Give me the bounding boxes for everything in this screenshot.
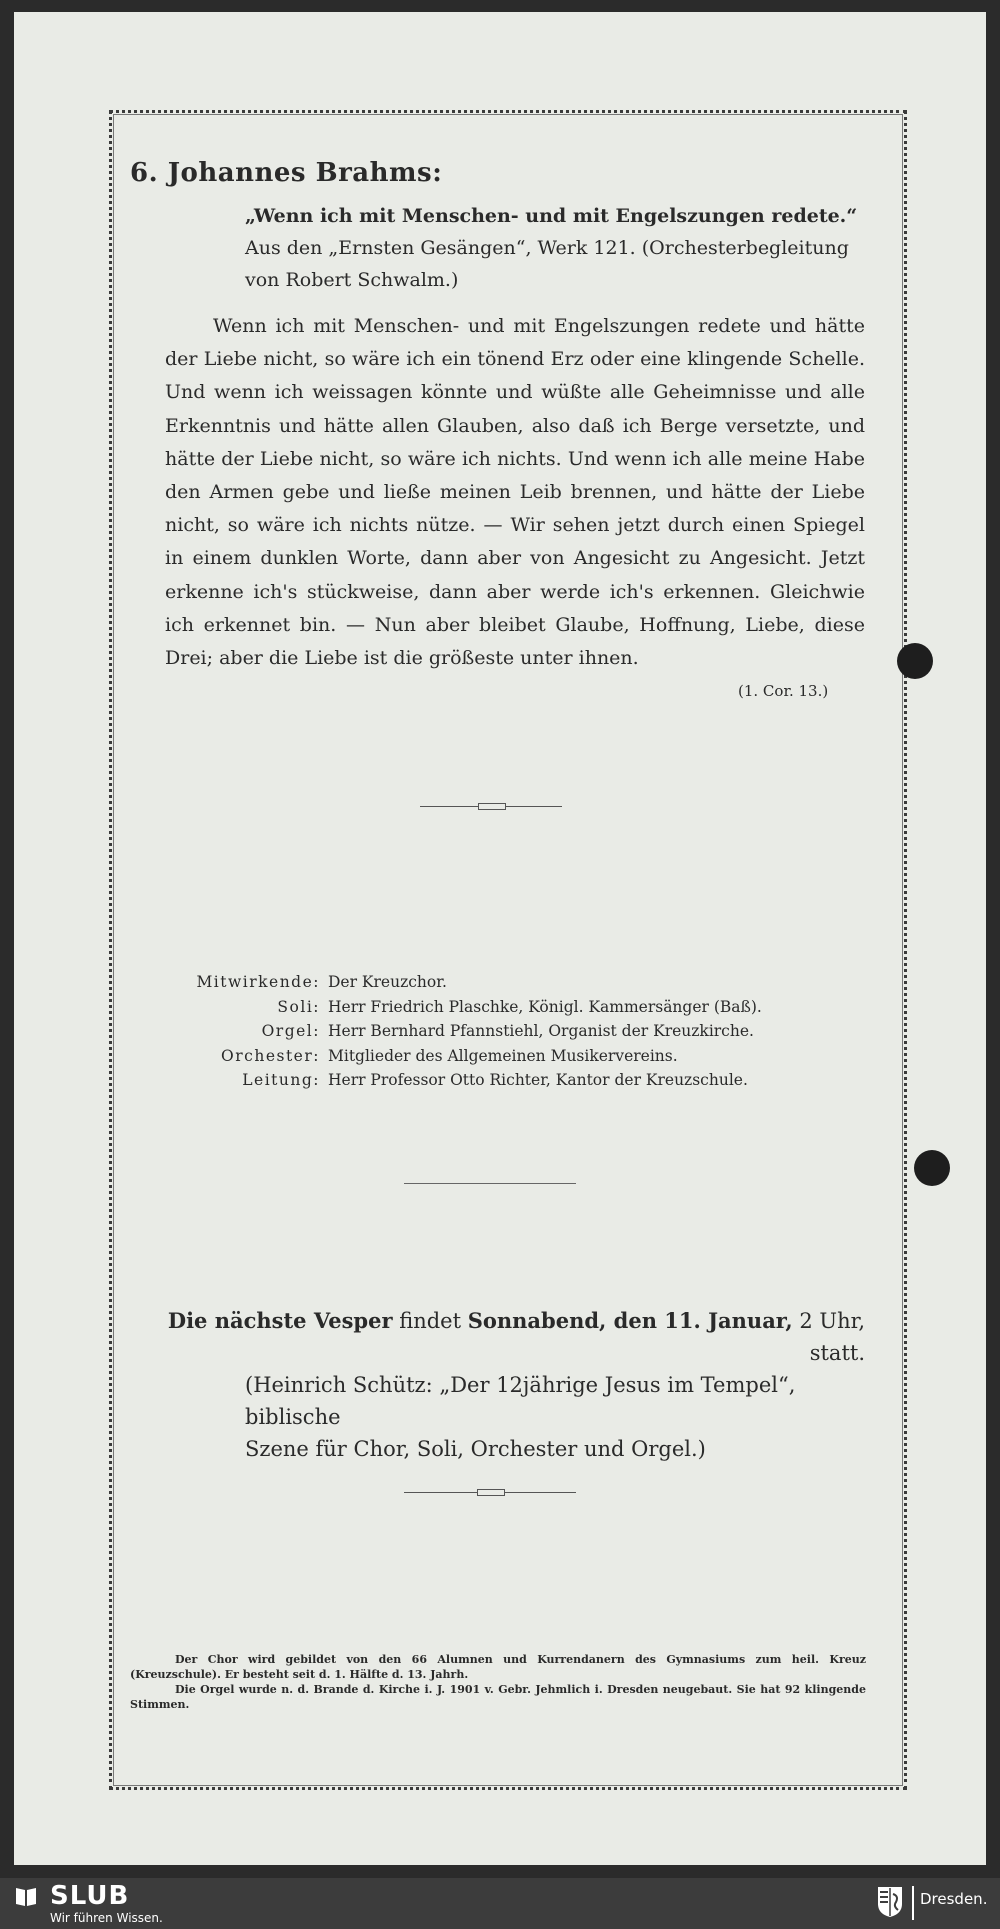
- bible-paragraph: Wenn ich mit Menschen- und mit Engelszungen redete und hätte der Liebe nicht, so wäre ich ein tönend Erz oder eine klingende Schelle. Und wenn ich weissagen könnte und wüßte alle Geheimnisse und alle Erkenntnis und hätte allen Glauben, also daß ich Berge versetzte, und hätte der Liebe nicht, so wäre ich nichts. Und wenn ich alle meine Habe den Armen gebe und ließe meinen Leib brennen, und hätte der Liebe nicht, so wäre ich nichts nütze. — Wir sehen jetzt durch einen Spiegel in einem dunklen Worte, dann aber von Angesicht zu Angesicht. Jetzt erkenne ich's stückweise, dann aber werde ich's erkennen. Gleichwie ich erkennet bin. — Nun aber bleibet Glaube, Hoffnung, Liebe, diese Drei; aber die Liebe ist die größeste unter ihnen.: [165, 315, 865, 670]
- dresden-coat-of-arms-icon: [877, 1886, 903, 1918]
- next-vesper-line1: [140, 1305, 865, 1369]
- next-vesper-date: Sonnabend, den 11. Januar,: [467, 1308, 793, 1333]
- bible-text: [165, 310, 865, 675]
- credit-row: [150, 970, 762, 995]
- credits-list: [150, 970, 762, 1093]
- credit-label: Mitwirkende:: [196, 973, 320, 991]
- credit-label: Orgel:: [261, 1022, 320, 1040]
- footnote-choir: Der Chor wird gebildet von den 66 Alumnen und Kurrendanern des Gymnasiums zum heil. Kreuz (Kreuzschule). Er besteht seit d. 1. Hälfte d. 13. Jahrh.: [130, 1653, 866, 1681]
- next-vesper-text: findet: [392, 1309, 468, 1333]
- next-vesper-line2: (Heinrich Schütz: „Der 12jährige Jesus im Tempel“, biblische: [245, 1373, 796, 1429]
- credit-label: Soli:: [277, 997, 320, 1016]
- punch-hole-bottom: [914, 1150, 950, 1186]
- credit-row: [150, 995, 762, 1020]
- slub-tagline: Wir führen Wissen.: [50, 1911, 163, 1925]
- credit-value: Herr Professor Otto Richter, Kantor der Kreuzschule.: [328, 1071, 748, 1089]
- slub-book-icon: [14, 1885, 38, 1909]
- library-footer-bar: [0, 1878, 1000, 1929]
- credit-value: Herr Friedrich Plaschke, Königl. Kammersänger (Baß).: [328, 997, 762, 1016]
- next-vesper-title: Die nächste Vesper: [167, 1308, 393, 1333]
- credit-row: [150, 1068, 762, 1093]
- citation: (1. Cor. 13.): [738, 682, 829, 700]
- credit-value: Herr Bernhard Pfannstiehl, Organist der Kreuzkirche.: [328, 1022, 754, 1040]
- next-vesper-line3: Szene für Chor, Soli, Orchester und Orgel.): [245, 1437, 706, 1461]
- horizontal-rule: [404, 1183, 576, 1184]
- quote-source-line2: von Robert Schwalm.): [245, 269, 459, 291]
- credit-label: Orchester:: [221, 1046, 320, 1065]
- section-heading: 6. Johannes Brahms:: [130, 158, 443, 188]
- credit-value: Mitglieder des Allgemeinen Musikervereins.: [328, 1046, 678, 1065]
- punch-hole-top: [897, 643, 933, 679]
- credit-row: [150, 1044, 762, 1069]
- dresden-logo-text: Dresden.: [920, 1890, 988, 1908]
- footnote: [130, 1652, 866, 1712]
- quote-title: „Wenn ich mit Menschen- und mit Engelszungen redete.“: [245, 205, 858, 227]
- ornament-divider-2: [404, 1488, 576, 1498]
- footer-separator: [912, 1886, 914, 1920]
- quote-source-line1: Aus den „Ernsten Gesängen“, Werk 121. (Orchesterbegleitung: [245, 237, 849, 259]
- next-vesper-time: 2 Uhr, statt.: [792, 1309, 865, 1365]
- quote-block: [245, 200, 865, 296]
- next-vesper-notice: [140, 1305, 865, 1465]
- ornament-divider-1: [420, 802, 562, 812]
- credit-label: Leitung:: [242, 1071, 320, 1089]
- credit-row: [150, 1019, 762, 1044]
- credit-value: Der Kreuzchor.: [328, 973, 447, 991]
- footnote-organ: Die Orgel wurde n. d. Brande d. Kirche i. J. 1901 v. Gebr. Jehmlich i. Dresden neugebaut. Sie hat 92 klingende Stimmen.: [130, 1683, 866, 1711]
- slub-logo-text: SLUB: [50, 1881, 130, 1911]
